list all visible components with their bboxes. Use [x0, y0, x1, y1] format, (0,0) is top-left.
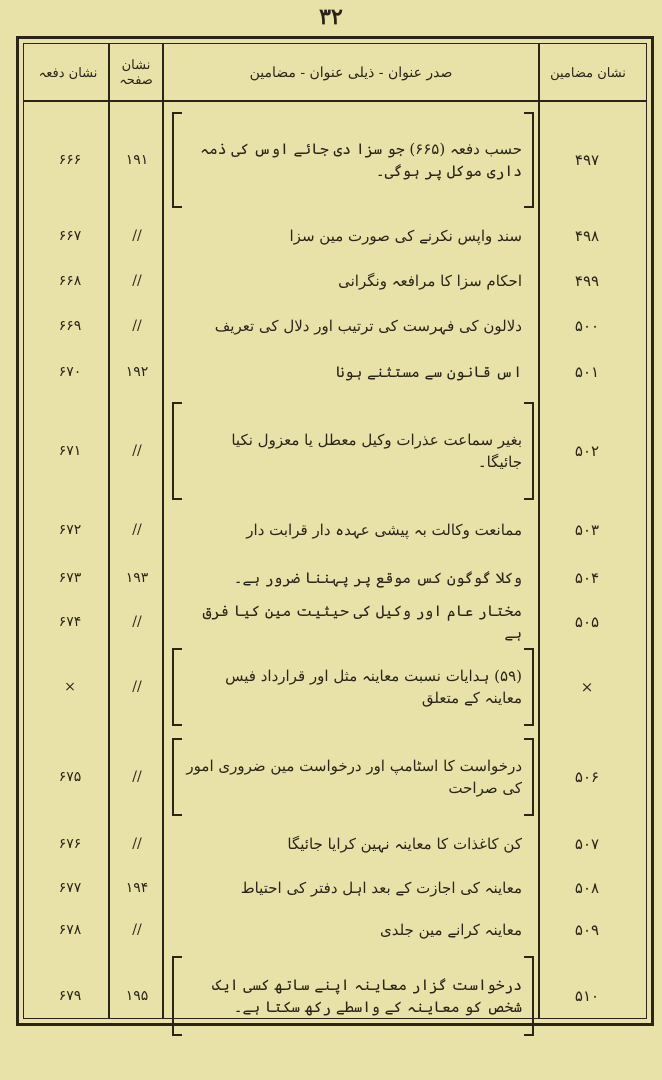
page-ref: ۱۹۳ — [125, 570, 149, 586]
entry-number: ۴۹۸ — [574, 227, 600, 245]
page-ref: // — [132, 614, 142, 630]
page-ref: // — [132, 443, 142, 459]
entry-title: درخواست کا اسٹامپ اور درخواست مین ضروری امور کی صراحت — [170, 732, 536, 822]
table-row — [24, 396, 646, 506]
header-title: صدر عنوان - ذیلی عنوان - مضامین — [249, 64, 453, 81]
table-row — [24, 950, 646, 1042]
header-divider — [24, 100, 646, 102]
entry-number: ۵۱۰ — [574, 987, 600, 1005]
section-number: ۶۷۴ — [58, 614, 82, 630]
entry-title: ممانعت وکالت بہ پیشی عہدہ دار قرابت دار — [246, 521, 522, 539]
page-ref: // — [132, 679, 142, 695]
page-ref: // — [132, 228, 142, 244]
entry-title: سند واپس نکرنے کی صورت مین سزا — [289, 227, 522, 245]
section-number: ۶۷۹ — [58, 988, 82, 1004]
section-number: ۶۶۶ — [58, 152, 82, 168]
table-row — [24, 554, 646, 602]
page-number: ۳۲ — [319, 4, 343, 30]
entry-title: اس قانون سے مستثنے ہونا — [335, 363, 522, 381]
page-ref: ۱۹۵ — [125, 988, 149, 1004]
entry-title: دلالون کی فہرست کی ترتیب اور دلال کی تعریف — [214, 317, 522, 335]
entry-title: معاینہ کرانے مین جلدی — [379, 921, 522, 939]
table-inner-border — [23, 43, 647, 1019]
table-row — [24, 642, 646, 732]
section-number: × — [64, 679, 76, 695]
section-number: ۶۷۸ — [58, 922, 82, 938]
entry-title: وکلا گوگون کس موقع پر پہننا ضرور ہے۔ — [233, 569, 522, 587]
section-number: ۶۷۰ — [58, 364, 82, 380]
page-ref: // — [132, 522, 142, 538]
entry-number: ۴۹۷ — [574, 151, 600, 169]
section-number: ۶۷۷ — [58, 880, 82, 896]
page-ref: ۱۹۲ — [125, 364, 149, 380]
page-ref: // — [132, 318, 142, 334]
section-number: ۶۷۱ — [58, 443, 82, 459]
entry-title: درخواست گزار معاینہ اپنے ساتھ کسی ایک شخص کو معاینہ کے واسطے رکھ سکتا ہے۔ — [170, 950, 536, 1042]
section-number: ۶۷۲ — [58, 522, 82, 538]
table-row — [24, 348, 646, 396]
header-page: نشان صفحہ — [119, 58, 153, 88]
entry-number: ۵۰۱ — [574, 363, 600, 381]
page-ref: // — [132, 836, 142, 852]
section-number: ۶۷۳ — [58, 570, 82, 586]
header-section: نشان دفعہ — [38, 65, 98, 81]
table-row — [24, 910, 646, 950]
section-number: ۶۶۸ — [58, 273, 82, 289]
entry-number: ۵۰۷ — [574, 835, 600, 853]
table-row — [24, 258, 646, 304]
entry-title: مختار عام اور وکیل کی حیثیت مین کیا فرق ہے — [202, 602, 522, 642]
entry-title: حسب دفعہ (۶۶۵) جو سزا دی جائے اوس کی ذمہ داری موکل پر ہوگی۔ — [170, 106, 536, 214]
section-number: ۶۶۷ — [58, 228, 82, 244]
section-number: ۶۷۵ — [58, 769, 82, 785]
entry-number: × — [580, 678, 594, 696]
table-row — [24, 866, 646, 910]
table-row — [24, 106, 646, 214]
entry-number: ۵۰۳ — [574, 521, 600, 539]
entry-title: کن کاغذات کا معاینہ نہین کرایا جائیگا — [287, 835, 522, 853]
entry-title: احکام سزا کا مرافعہ ونگرانی — [338, 272, 522, 290]
entry-title: (۵۹) ہدایات نسبت معاینہ مثل اور قرارداد فیس معاینہ کے متعلق — [170, 642, 536, 732]
table-row — [24, 304, 646, 348]
entry-title: بغیر سماعت عذرات وکیل معطل یا معزول نکیا جائیگا۔ — [170, 396, 536, 506]
table-row — [24, 822, 646, 866]
entry-number: ۵۰۶ — [574, 768, 600, 786]
section-number: ۶۶۹ — [58, 318, 82, 334]
table-row — [24, 506, 646, 554]
page-ref: // — [132, 922, 142, 938]
entry-number: ۵۰۲ — [574, 442, 600, 460]
entry-number: ۵۰۰ — [574, 317, 600, 335]
page-ref: // — [132, 769, 142, 785]
section-number: ۶۷۶ — [58, 836, 82, 852]
page-ref: ۱۹۱ — [125, 152, 149, 168]
page-ref: // — [132, 273, 142, 289]
entry-number: ۴۹۹ — [574, 272, 600, 290]
index-table — [16, 36, 654, 1026]
table-row — [24, 214, 646, 258]
entry-number: ۵۰۸ — [574, 879, 600, 897]
header-num: نشان مضامین — [550, 65, 626, 81]
entry-title: معاینہ کی اجازت کے بعد اہل دفتر کی احتیاط — [240, 879, 522, 897]
page-ref: ۱۹۴ — [125, 880, 149, 896]
entry-number: ۵۰۵ — [574, 613, 600, 631]
table-row — [24, 732, 646, 822]
table-row — [24, 602, 646, 642]
entry-number: ۵۰۴ — [574, 569, 600, 587]
entry-number: ۵۰۹ — [574, 921, 600, 939]
